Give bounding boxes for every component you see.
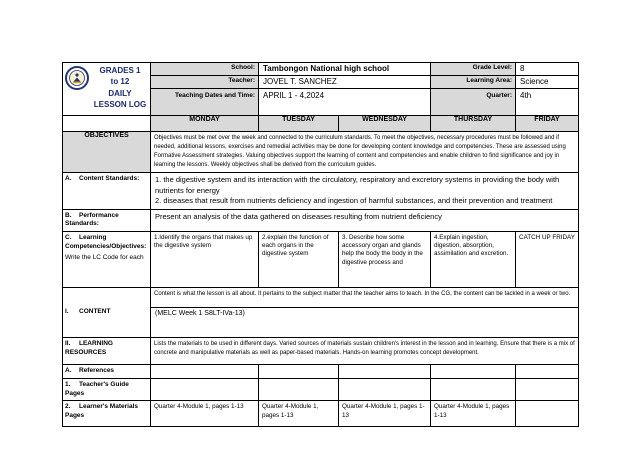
log-title-line: to 12 [110, 77, 130, 87]
learners-materials-tuesday: Quarter 4-Module 1, pages 1-13 [259, 401, 339, 427]
teacher-value: JOVEL T. SANCHEZ [259, 76, 431, 89]
section-letter: B. [65, 211, 72, 219]
log-title-line: GRADES 1 [99, 66, 141, 75]
references-tuesday [259, 365, 339, 379]
section-title: References [79, 367, 115, 375]
learners-materials-label [63, 401, 151, 427]
competency-friday: CATCH UP FRIDAY [516, 232, 579, 288]
quarter-label: Quarter: [431, 89, 516, 116]
section-numeral: II. [65, 340, 71, 348]
objectives-description: Objectives must be met over the week and connected to the curriculum standards. To meet the objectives, necessary procedures must be followed and if needed, additional lessons, exercises and remedial activities may be done for developing content knowledge and competencies. These are assessed using Formative Assessment strategies. Valuing objectives support the learning of content and competencies and enable children to find significance and joy in learning the lessons. Weekly objectives shall be derived from the curriculum guides. [151, 132, 579, 173]
day-header-spacer [63, 116, 151, 132]
references-label [63, 365, 151, 379]
section-title: Learning Competencies/Objectives: [65, 234, 147, 250]
dates-value: APRIL 1 - 4,2024 [259, 89, 431, 116]
section-title: Learner's Materials Pages [65, 403, 138, 420]
references-friday [516, 365, 579, 379]
section-title: Performance Standards: [65, 211, 119, 228]
learning-resources-label [63, 338, 151, 365]
section-title: Teacher's Guide Pages [65, 380, 129, 397]
teachers-guide-label [63, 378, 151, 401]
log-title-line: DAILY [108, 88, 132, 98]
learning-area-value: Science [516, 76, 579, 89]
competency-thursday: 4.Explain ingestion, digestion, absorption, assimilation and excretion. [431, 232, 516, 288]
day-header-wednesday: WEDNESDAY [339, 116, 431, 132]
competency-monday: 1.Identify the organs that makes up the digestive system [151, 232, 259, 288]
section-letter: C. [65, 234, 72, 242]
grade-level-value: 8 [516, 63, 579, 76]
references-wednesday [339, 365, 431, 379]
teachers-guide-tuesday [259, 378, 339, 401]
logo-cell [63, 63, 151, 116]
daily-lesson-log-table [62, 62, 579, 427]
deped-seal-icon [65, 65, 89, 95]
teachers-guide-wednesday [339, 378, 431, 401]
school-value: Tambongon National high school [259, 63, 431, 76]
performance-standards-label [63, 209, 151, 232]
dates-label: Teaching Dates and Time: [151, 89, 259, 116]
section-number: 1. [65, 380, 71, 388]
content-melc: (MELC Week 1 S8LT-IVa-13) [151, 308, 579, 338]
section-title: CONTENT [79, 308, 111, 316]
teachers-guide-friday [516, 378, 579, 401]
teachers-guide-thursday [431, 378, 516, 401]
competency-tuesday: 2.explain the function of each organs in the digestive system [259, 232, 339, 288]
learners-materials-friday [516, 401, 579, 427]
content-standards-text [151, 173, 579, 210]
section-numeral: I. [65, 308, 69, 316]
learners-materials-monday: Quarter 4-Module 1, pages 1-13 [151, 401, 259, 427]
lc-code-note: Write the LC Code for each [65, 253, 144, 261]
day-header-monday: MONDAY [151, 116, 259, 132]
objectives-label: OBJECTIVES [63, 132, 151, 173]
content-standards-line-1: 1. the digestive system and its interaction with the circulatory, respiratory and excretory systems in providing the body with nutrients for energy [155, 175, 560, 195]
log-title [92, 65, 148, 110]
content-section-label [63, 288, 151, 338]
performance-standards-text: Present an analysis of the data gathered on diseases resulting from nutrient deficiency [151, 209, 579, 232]
school-label: School: [151, 63, 259, 76]
content-standards-line-2: 2. diseases that result from nutrients deficiency and ingestion of harmful substances, and their prevention and treatment [155, 196, 553, 205]
day-header-tuesday: TUESDAY [259, 116, 339, 132]
content-standards-label [63, 173, 151, 210]
teacher-label: Teacher: [151, 76, 259, 89]
teachers-guide-monday [151, 378, 259, 401]
learning-area-label: Learning Area: [431, 76, 516, 89]
section-letter: A. [65, 367, 72, 375]
section-title: Content Standards: [79, 175, 140, 182]
learners-materials-wednesday: Quarter 4-Module 1, pages 1-13 [339, 401, 431, 427]
day-header-thursday: THURSDAY [431, 116, 516, 132]
day-header-friday: FRIDAY [516, 116, 579, 132]
quarter-value: 4th [516, 89, 579, 116]
references-thursday [431, 365, 516, 379]
learning-resources-description: Lists the materials to be used in different days. Varied sources of materials sustain children's interest in the lesson and in learning. Ensure that there is a mix of concrete and manipulative materials as well as paper-based materials. Hands-on learning promotes concept development. [151, 338, 579, 365]
section-letter: A. [65, 175, 72, 182]
learning-competencies-label [63, 232, 151, 288]
section-number: 2. [65, 403, 71, 411]
references-monday [151, 365, 259, 379]
learners-materials-thursday: Quarter 4-Module 1, pages 1-13 [431, 401, 516, 427]
competency-wednesday: 3. Describe how some accessory organ and glands help the body the body in the digestive process and [339, 232, 431, 288]
log-title-line: LESSON LOG [93, 100, 147, 110]
grade-level-label: Grade Level: [431, 63, 516, 76]
content-description: Content is what the lesson is all about. It pertains to the subject matter that the teacher aims to teach. In the CG, the content can be tackled in a week or two. [151, 288, 579, 308]
section-title: LEARNING RESOURCES [65, 340, 113, 356]
